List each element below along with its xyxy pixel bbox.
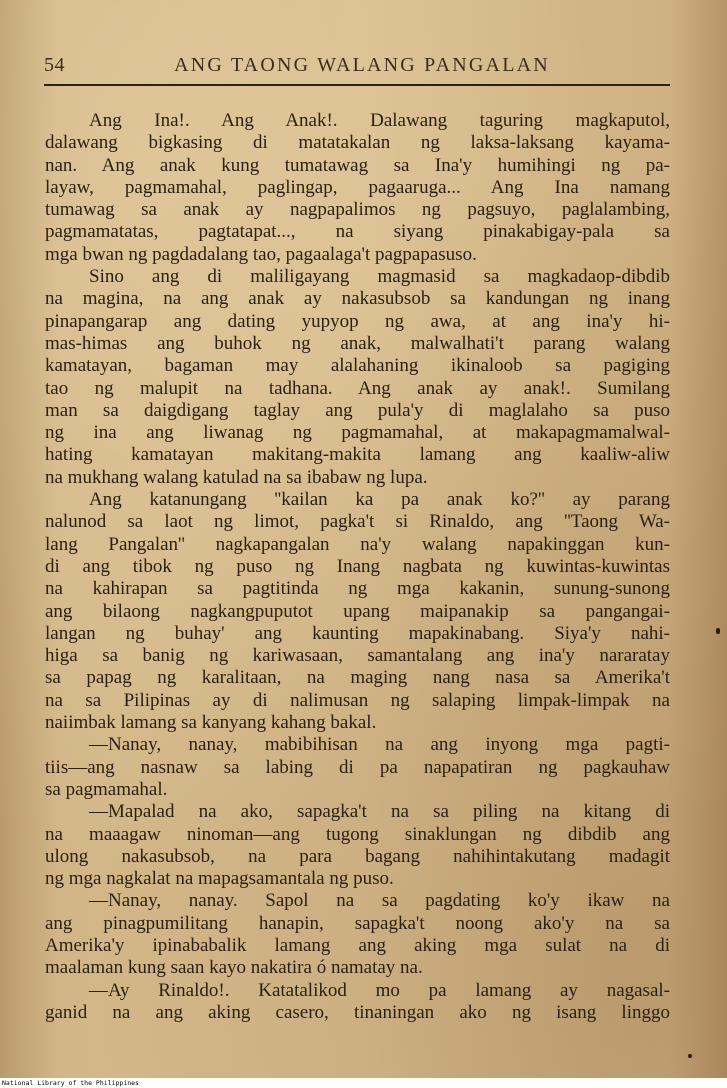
text-line: lang Pangalan'' nagkapangalan na'y walang napakinggan kun- [45, 533, 670, 555]
text-line: —Nanay, nanay. Sapol na sa pagdating ko'y ikaw na [89, 890, 670, 912]
text-line: Ang Ina!. Ang Anak!. Dalawang taguring magkaputol, [89, 110, 670, 131]
text-line: tumawag sa anak ay nagpapalimos ng pagsuyo, paglalambing, [45, 199, 670, 221]
text-line: —Mapalad na ako, sapagka't na sa piling na kitang di [89, 801, 670, 823]
text-line: ang pinagpumilitang hanapin, sapagka't noong ako'y na sa [45, 912, 670, 934]
text-line: tao ng malupit na tadhana. Ang anak ay anak!. Sumilang [45, 377, 670, 399]
text-line: ng mga nagkalat na mapagsamantala ng puso. [45, 868, 394, 890]
text-line: nalunod sa laot ng limot, pagka't si Rinaldo, ang ''Taong Wa- [45, 511, 670, 533]
text-line: mga bwan ng pagdadalang tao, pagaalaga't pagpapasuso. [45, 243, 477, 265]
text-line: mas-himas ang buhok ng anak, malwalhati't parang walang [45, 332, 670, 354]
library-credit: National Library of the Philippines [2, 1079, 139, 1087]
text-line: naiimbak lamang sa kanyang kahang bakal. [45, 712, 377, 734]
text-line: sa papag ng karalitaan, na maging nang nasa sa Amerika't [45, 667, 670, 689]
text-line: na kahirapan sa pagtitinda ng mga kakanin, sunung-sunong [45, 578, 670, 600]
text-line: ng ina ang liwanag ng pagmamahal, at makapagmamalwal- [45, 422, 670, 444]
text-line: layaw, pagmamahal, paglingap, pagaaruga... Ang Ina namang [45, 176, 670, 198]
text-line: kamatayan, bagaman may alalahaning ikinaloob sa pagiging [45, 355, 670, 377]
text-line: Sino ang di maliligayang magmasid sa magkadaop-dibdib [89, 266, 670, 288]
text-line: sa pagmamahal. [45, 778, 168, 800]
ink-mark [688, 1054, 692, 1058]
text-line: na maaagaw ninoman—ang tugong sinaklungan ng dibdib ang [45, 823, 670, 845]
text-line: man sa daigdigang taglay ang pula'y di maglalaho sa puso [45, 399, 670, 421]
text-line: pagmamatatas, pagtatapat..., na siyang pinakabigay-pala sa [45, 221, 670, 243]
text-line: langan ng buhay' ang kaunting mapakinabang. Siya'y nahi- [45, 622, 670, 644]
text-line: na magina, na ang anak ay nakasubsob sa kandungan ng inang [45, 288, 670, 310]
page-number: 54 [44, 54, 65, 76]
page-header [44, 54, 680, 80]
text-line: —Ay Rinaldo!. Katatalikod mo pa lamang ay nagasal- [89, 979, 670, 1001]
text-line: maalaman kung saan kayo nakatira ó namatay na. [45, 957, 423, 979]
text-line: hating kamatayan makitang-makita lamang ang kaaliw-aliw [45, 444, 670, 466]
text-line: pinapangarap ang dating yupyop ng awa, at ang ina'y hi- [45, 310, 670, 332]
text-line: nan. Ang anak kung tumatawag sa Ina'y humihingi ng pa- [45, 154, 670, 176]
text-line: Ang katanungang ''kailan ka pa anak ko?'' ay parang [89, 489, 670, 511]
text-line: ang bilaong nagkangpuputot upang maipanakip sa pangangai- [45, 600, 670, 622]
text-line: Amerika'y ipinababalik lamang ang aking mga sulat na di [45, 934, 670, 956]
text-line: ganid na ang aking casero, tinaningan ako ng isang linggo [45, 1001, 670, 1023]
text-line: na sa Pilipinas ay di nalimusan ng salaping limpak-limpak na [45, 689, 670, 711]
running-title: ANG TAONG WALANG PANGALAN [174, 54, 550, 76]
text-line: higa sa banig ng kariwasaan, samantalang ang ina'y nararatay [45, 645, 670, 667]
text-line: tiis—ang nasnaw sa labing di pa napapatiran ng pagkauhaw [45, 756, 670, 778]
text-line: ulong nakasubsob, na para bagang nahihintakutang madagit [45, 845, 670, 867]
ink-mark [716, 628, 720, 634]
text-line: na mukhang walang katulad na sa ibabaw ng lupa. [45, 466, 428, 488]
text-line: —Nanay, nanay, mabibihisan na ang inyong mga pagti- [89, 734, 670, 756]
text-line: di ang tibok ng puso ng Inang nagbata ng kuwintas-kuwintas [45, 555, 670, 577]
body-text [45, 110, 670, 1024]
header-rule [44, 84, 670, 86]
text-line: dalawang bigkasing di matatakalan ng laksa-laksang kayama- [45, 132, 670, 154]
